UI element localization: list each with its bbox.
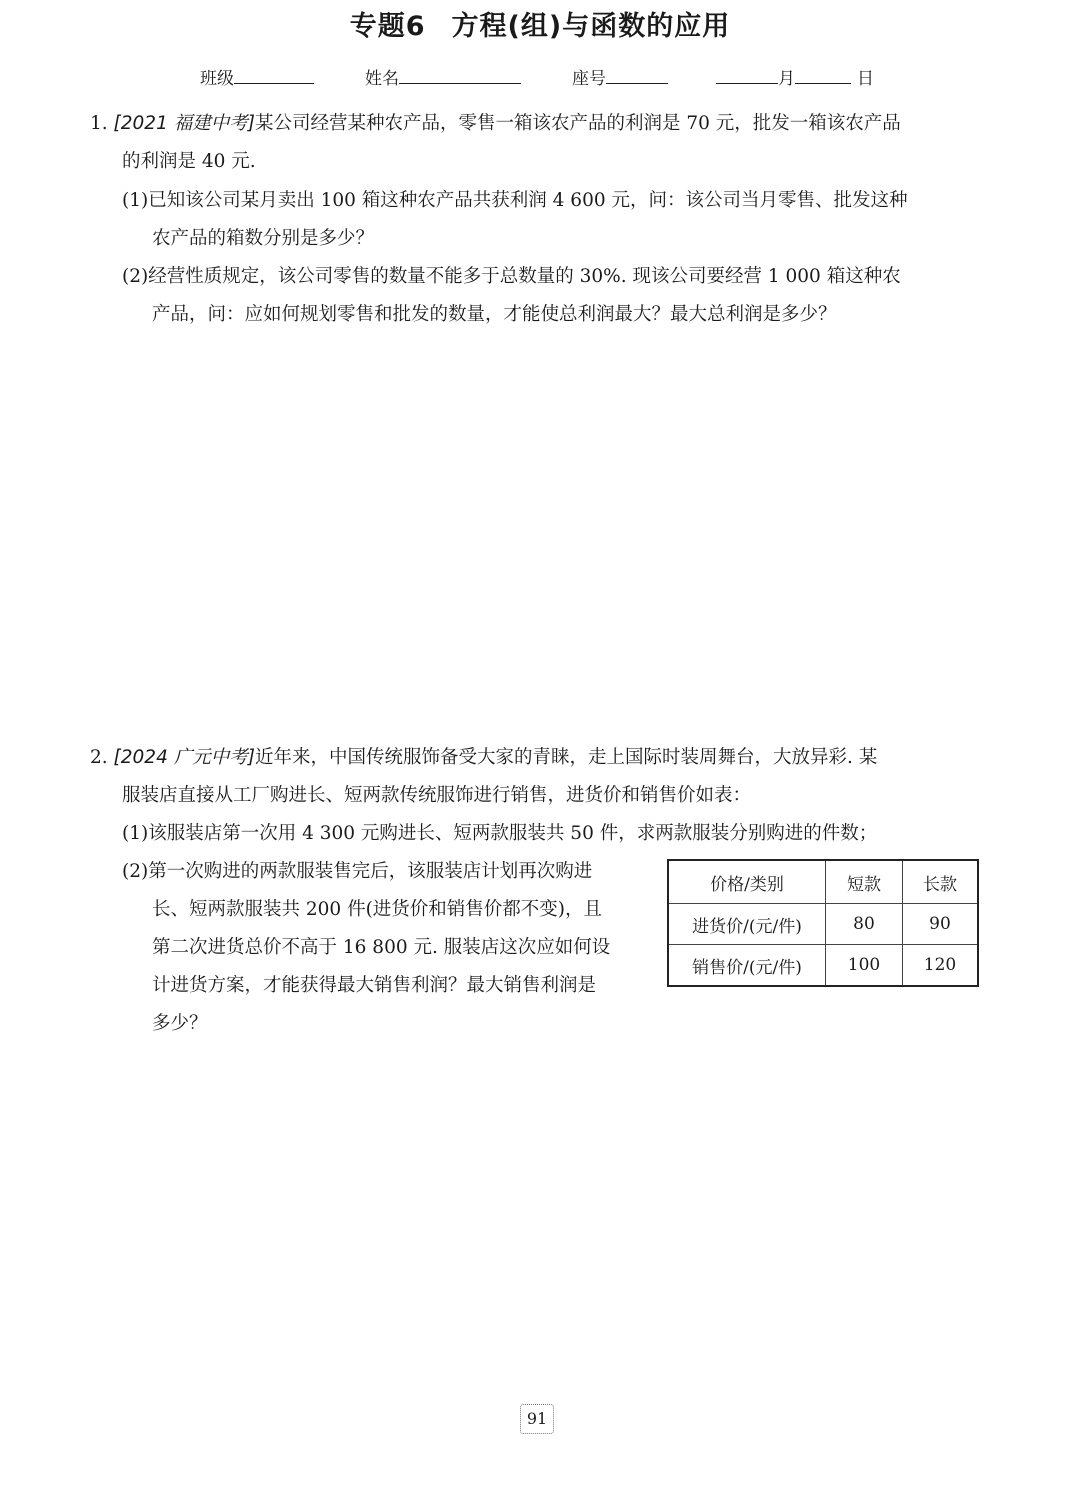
- q1-part1-line2: 农产品的箱数分别是多少？: [152, 228, 375, 249]
- table-header-cell: 短款: [826, 860, 903, 904]
- q2-part2-line3: 第二次进货总价不高于 16 800 元. 服装店这次应如何设: [152, 937, 611, 958]
- q2-stem-line1: [90, 739, 877, 777]
- q1-part1-line1: (1)已知该公司某月卖出 100 箱这种农产品共获利润 4 600 元，问：该公司当月零售、批发这种: [122, 190, 908, 211]
- table-row: [668, 945, 978, 987]
- q2-stem-line2: 服装店直接从工厂购进长、短两款传统服饰进行销售，进货价和销售价如表：: [122, 785, 752, 806]
- q1-source: [2021 福建中考]: [113, 113, 255, 134]
- q1-number: 1.: [90, 113, 108, 134]
- page-title: [0, 4, 1080, 43]
- q2-stem-text: 近年来，中国传统服饰备受大家的青睐，走上国际时装周舞台，大放异彩. 某: [254, 747, 878, 768]
- q2-part2-line1: (2)第一次购进的两款服装售完后，该服装店计划再次购进: [122, 861, 593, 882]
- q1-part2-line2: 产品，问：应如何规划零售和批发的数量，才能使总利润最大？最大总利润是多少？: [152, 304, 837, 325]
- class-label: 班级: [200, 69, 234, 89]
- title-text: 方程(组)与函数的应用: [451, 11, 731, 42]
- table-header-row: [668, 860, 978, 904]
- q1-part2-line1: (2)经营性质规定，该公司零售的数量不能多于总数量的 30%. 现该公司要经营 1 000 箱这种农: [122, 266, 901, 287]
- table-row: [668, 904, 978, 945]
- q2-part2-line4: 计进货方案，才能获得最大销售利润？最大销售利润是: [152, 975, 597, 996]
- name-blank[interactable]: [399, 65, 521, 84]
- q1-stem-line1: [90, 105, 901, 143]
- table-cell: 进货价/(元/件): [668, 904, 826, 945]
- table-cell: 100: [826, 945, 903, 987]
- price-table: [667, 859, 979, 987]
- seat-blank[interactable]: [606, 65, 668, 84]
- table-cell: 80: [826, 904, 903, 945]
- class-field: [200, 64, 314, 89]
- date-field: [716, 64, 874, 89]
- table-header-cell: 长款: [903, 860, 979, 904]
- table-cell: 销售价/(元/件): [668, 945, 826, 987]
- table-header-cell: 价格/类别: [668, 860, 826, 904]
- name-label: 姓名: [365, 69, 399, 89]
- q2-part2-line2: 长、短两款服装共 200 件(进货价和销售价都不变)，且: [152, 899, 603, 920]
- q1-stem-text: 某公司经营某种农产品，零售一箱该农产品的利润是 70 元，批发一箱该农产品: [254, 113, 901, 134]
- q2-part1: (1)该服装店第一次用 4 300 元购进长、短两款服装共 50 件，求两款服装分别购进的件数；: [122, 823, 878, 844]
- month-blank[interactable]: [716, 65, 778, 84]
- seat-label: 座号: [572, 69, 606, 89]
- name-field: [365, 64, 521, 89]
- day-blank[interactable]: [795, 65, 851, 84]
- seat-field: [572, 64, 668, 89]
- q2-source: [2024 广元中考]: [113, 747, 255, 768]
- day-label: 日: [857, 69, 874, 89]
- q2-number: 2.: [90, 747, 108, 768]
- class-blank[interactable]: [234, 65, 314, 84]
- q1-stem-line2: 的利润是 40 元.: [122, 151, 256, 172]
- table-cell: 90: [903, 904, 979, 945]
- title-label: 专题6: [349, 11, 426, 42]
- q2-part2-line5: 多少？: [152, 1013, 208, 1034]
- month-label: 月: [778, 69, 795, 89]
- page-number: 91: [520, 1404, 554, 1434]
- table-cell: 120: [903, 945, 979, 987]
